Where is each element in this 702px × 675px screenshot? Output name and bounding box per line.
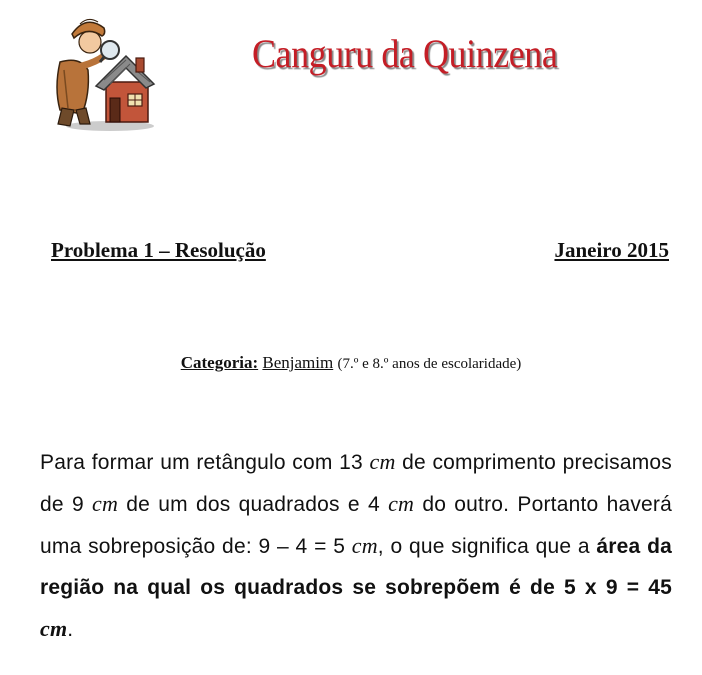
solution-text: . xyxy=(67,618,74,641)
solution-text: , o que significa que a xyxy=(377,535,597,558)
detective-house-icon xyxy=(46,10,158,132)
unit-cm: cm xyxy=(369,449,396,474)
solution-text: de um dos quadrados e 4 xyxy=(118,493,389,516)
solution-paragraph xyxy=(40,441,672,650)
conclusion-text: área da região na qual os quadrados se sobrepõem é de 5 x 9 = 45 xyxy=(40,535,672,599)
category-detail: (7.º e 8.º anos de escolaridade) xyxy=(337,356,522,372)
problem-date: Janeiro 2015 xyxy=(554,238,669,262)
unit-cm: cm xyxy=(40,616,68,641)
solution-text: de comprimento precisamos de 9 xyxy=(40,451,672,516)
category-value: Benjamim xyxy=(262,353,334,372)
category-line xyxy=(0,353,702,373)
solution-text: do outro. Portanto haverá uma sobreposição de: 9 – 4 = 5 xyxy=(40,493,672,558)
unit-cm: cm xyxy=(388,491,415,516)
solution-text: Para formar um retângulo com 13 xyxy=(40,451,370,474)
problem-heading: Problema 1 – Resolução xyxy=(51,238,266,262)
page-title: Canguru da Quinzena xyxy=(252,31,558,76)
category-label: Categoria: xyxy=(180,353,259,372)
unit-cm: cm xyxy=(92,491,119,516)
unit-cm: cm xyxy=(351,533,378,558)
